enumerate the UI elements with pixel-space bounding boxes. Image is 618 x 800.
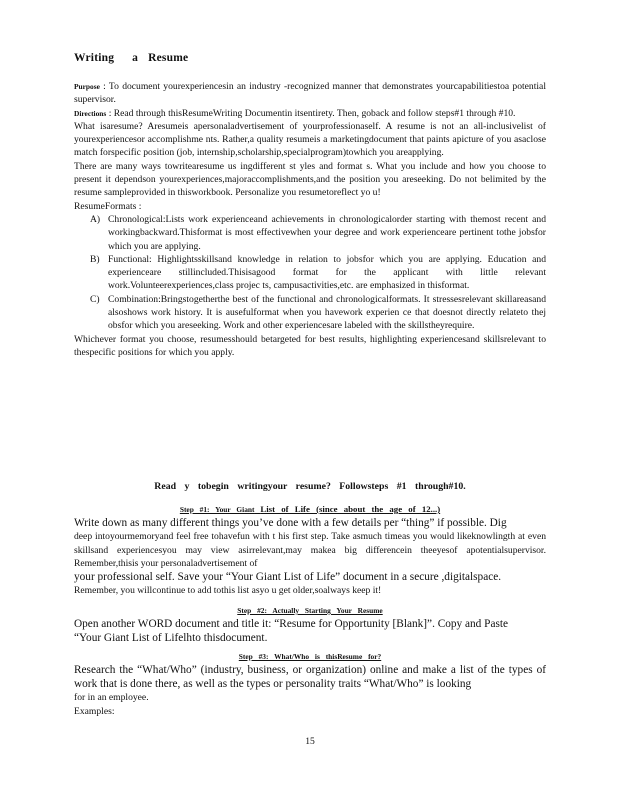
step1-section xyxy=(74,503,546,597)
directions-paragraph xyxy=(74,107,546,120)
format-item-combination xyxy=(74,293,546,333)
step3-text-large: Research the “What/Who” (industry, business, or organization) online and make a list of the types of work that is done there, as well as the types or personality traits “What/Who” is looking xyxy=(74,664,546,691)
step1-heading: Step #1: Your Giant List of Life (since about the age of 12...) xyxy=(179,504,441,514)
page-number: 15 xyxy=(305,736,315,747)
purpose-paragraph xyxy=(74,80,546,107)
format-item-chronological xyxy=(74,213,546,253)
step1-text-small-2: Remember, you willcontinue to add tothis list asyo u get older,soalways keep it! xyxy=(74,585,382,597)
step2-heading: Step #2: Actually Starting Your Resume xyxy=(237,606,383,615)
step2-section xyxy=(74,604,546,645)
step1-text-large-2: your professional self. Save your “Your Giant List of Life” document in a secure ,digitalspace. xyxy=(74,571,502,584)
page-title: Writing a Resume xyxy=(74,52,189,64)
formats-list xyxy=(74,213,546,333)
many-ways-paragraph: There are many ways towritearesume us ingdifferent st yles and format s. What you include and how you choose to present it dependson yourexperiences,majoraccomplishments,and the position you areseeking. Do not belimited by the resume sampleprovided in thisworkbook. Personalize you resumetoreflect yo u! xyxy=(74,160,546,199)
format-text: Functional: Highlightsskillsand knowledge in relation to jobsfor which you are applying. Education and experienceare stillincluded.Thisisagood format for the applicant with little relevant work.Volunteerexperiences,class projec ts, campusactivities,etc. are emphasized in thisformat. xyxy=(108,253,546,292)
step3-section xyxy=(74,650,546,718)
step1-text-large: Write down as many different things you’ve done with a few details per “thing” if possible. Dig xyxy=(74,517,507,530)
step3-heading: Step #3: What/Who is thisResume for? xyxy=(238,652,382,661)
step3-examples: Examples: xyxy=(74,705,115,717)
step1-text-small: deep intoyourmemoryand feel free tohavefun with t his first step. Take asmuch timeas you would likeknowlingth at even skillsand experiencesyou may view asirrelevant,may makea big differencein theeyesof apotentialsupervisor. Remember,thisis your personaladvertisement of xyxy=(74,531,546,569)
what-is-resume-paragraph: What isaresume? Aresumeis apersonaladvertisement of yourprofessionaself. A resume is not an all-inclusivelist of yourexperiencesor accomplishme nts. Rather,a quality resumeis a marketingdocument that paints apicture of you asaclose match forspecific position (job, internship,scholarship,specialprogram)towhich you areapplying. xyxy=(74,120,546,159)
format-item-functional xyxy=(74,253,546,293)
purpose-text: : To document yourexperiencesin an industry -recognized manner that demonstrates yourcapabilitiestoa potential supervisor. xyxy=(74,81,546,106)
formats-heading: ResumeFormats : xyxy=(74,200,142,212)
step3-text-small: for in an employee. xyxy=(74,692,149,704)
format-marker: A) xyxy=(90,213,101,225)
step2-text-large: Open another WORD document and title it: “Resume for Opportunity [Blank]”. Copy and Paste xyxy=(74,618,509,631)
ready-heading: Read y tobegin writingyour resume? Followsteps #1 through#10. xyxy=(154,480,466,492)
purpose-label: Purpose xyxy=(74,82,100,91)
format-text: Chronological:Lists work experienceand achievements in chronologicalorder starting with themost recent and workingbackward.Thisformat is most effectivewhen your degree and work experienceare pertinent tothe jobsfor which you are applying. xyxy=(108,213,546,252)
whichever-paragraph: Whichever format you choose, resumesshould betargeted for best results, highlighting experiencesand skillsrelevant to thespecific positions for which you apply. xyxy=(74,333,546,358)
directions-text: : Read through thisResumeWriting Documentin itsentirety. Then, goback and follow steps#1 through #10. xyxy=(108,107,516,119)
directions-label: Directions xyxy=(74,108,107,118)
step2-text-mixed: “Your Giant List of Lifelhto thisdocument. xyxy=(74,632,268,645)
intro-section xyxy=(74,80,546,359)
format-marker: B) xyxy=(90,253,100,265)
format-marker: C) xyxy=(90,293,100,305)
format-text: Combination:Bringstogetherthe best of the functional and chronologicalformats. It stressesrelevant skillareasand alsoshows work history. It is ausefulformat when you havework experien ce that doesnot directly relateto thej obsfor which you areseeking. Work and other experiencesare labeled with the skillstheyrequire. xyxy=(108,293,546,332)
